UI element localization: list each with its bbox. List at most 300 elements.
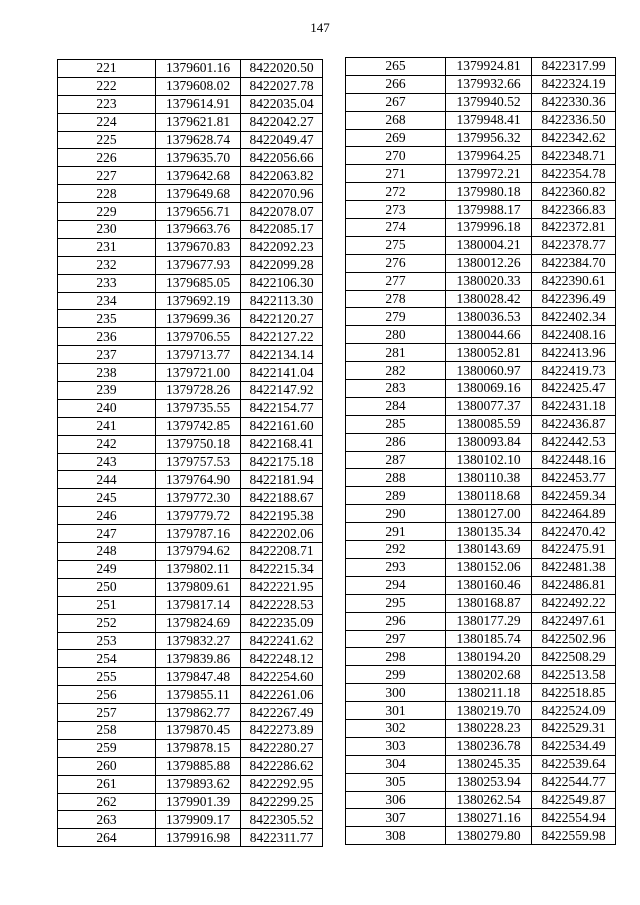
y-coordinate-cell: 8422286.62 [241, 757, 323, 775]
table-row [346, 594, 616, 612]
point-number-cell: 239 [58, 382, 156, 400]
x-coordinate-cell: 1379862.77 [156, 704, 241, 722]
y-coordinate-cell: 8422202.06 [241, 525, 323, 543]
table-row [346, 129, 616, 147]
y-coordinate-cell: 8422254.60 [241, 668, 323, 686]
table-row [58, 793, 323, 811]
x-coordinate-cell: 1379699.36 [156, 310, 241, 328]
y-coordinate-cell: 8422049.47 [241, 131, 323, 149]
x-coordinate-cell: 1379794.62 [156, 543, 241, 561]
table-row [346, 791, 616, 809]
y-coordinate-cell: 8422134.14 [241, 346, 323, 364]
coordinates-table-left [57, 59, 323, 847]
point-number-cell: 248 [58, 543, 156, 561]
table-row [58, 614, 323, 632]
y-coordinate-cell: 8422330.36 [532, 93, 616, 111]
x-coordinate-cell: 1380143.69 [446, 541, 532, 559]
point-number-cell: 231 [58, 238, 156, 256]
table-row [58, 489, 323, 507]
x-coordinate-cell: 1379916.98 [156, 829, 241, 847]
point-number-cell: 244 [58, 471, 156, 489]
table-row [346, 541, 616, 559]
table-row [346, 666, 616, 684]
table-row [58, 811, 323, 829]
point-number-cell: 265 [346, 58, 446, 76]
y-coordinate-cell: 8422425.47 [532, 380, 616, 398]
point-number-cell: 276 [346, 254, 446, 272]
y-coordinate-cell: 8422348.71 [532, 147, 616, 165]
y-coordinate-cell: 8422161.60 [241, 417, 323, 435]
x-coordinate-cell: 1380177.29 [446, 612, 532, 630]
x-coordinate-cell: 1379940.52 [446, 93, 532, 111]
point-number-cell: 223 [58, 95, 156, 113]
y-coordinate-cell: 8422442.53 [532, 433, 616, 451]
y-coordinate-cell: 8422492.22 [532, 594, 616, 612]
table-row [58, 131, 323, 149]
table-row [58, 471, 323, 489]
y-coordinate-cell: 8422195.38 [241, 507, 323, 525]
y-coordinate-cell: 8422092.23 [241, 238, 323, 256]
table-row [58, 757, 323, 775]
x-coordinate-cell: 1379988.17 [446, 201, 532, 219]
table-row [346, 576, 616, 594]
coordinates-table-right [345, 57, 616, 845]
x-coordinate-cell: 1379878.15 [156, 739, 241, 757]
point-number-cell: 224 [58, 113, 156, 131]
point-number-cell: 229 [58, 203, 156, 221]
x-coordinate-cell: 1379956.32 [446, 129, 532, 147]
x-coordinate-cell: 1379832.27 [156, 632, 241, 650]
table-row [346, 93, 616, 111]
point-number-cell: 236 [58, 328, 156, 346]
y-coordinate-cell: 8422035.04 [241, 95, 323, 113]
x-coordinate-cell: 1379721.00 [156, 364, 241, 382]
y-coordinate-cell: 8422292.95 [241, 775, 323, 793]
y-coordinate-cell: 8422360.82 [532, 183, 616, 201]
y-coordinate-cell: 8422228.53 [241, 596, 323, 614]
x-coordinate-cell: 1379750.18 [156, 435, 241, 453]
table-row [58, 507, 323, 525]
point-number-cell: 275 [346, 236, 446, 254]
x-coordinate-cell: 1380069.16 [446, 380, 532, 398]
table-row [346, 684, 616, 702]
x-coordinate-cell: 1379685.05 [156, 274, 241, 292]
table-row [58, 221, 323, 239]
table-row [58, 203, 323, 221]
point-number-cell: 294 [346, 576, 446, 594]
point-number-cell: 271 [346, 165, 446, 183]
table-row [346, 326, 616, 344]
point-number-cell: 243 [58, 453, 156, 471]
x-coordinate-cell: 1380085.59 [446, 415, 532, 433]
table-row [346, 612, 616, 630]
x-coordinate-cell: 1380004.21 [446, 236, 532, 254]
y-coordinate-cell: 8422502.96 [532, 630, 616, 648]
x-coordinate-cell: 1380093.84 [446, 433, 532, 451]
y-coordinate-cell: 8422464.89 [532, 505, 616, 523]
x-coordinate-cell: 1380253.94 [446, 773, 532, 791]
table-row [346, 630, 616, 648]
x-coordinate-cell: 1379885.88 [156, 757, 241, 775]
y-coordinate-cell: 8422181.94 [241, 471, 323, 489]
point-number-cell: 226 [58, 149, 156, 167]
point-number-cell: 259 [58, 739, 156, 757]
y-coordinate-cell: 8422544.77 [532, 773, 616, 791]
x-coordinate-cell: 1379817.14 [156, 596, 241, 614]
table-row [346, 451, 616, 469]
y-coordinate-cell: 8422396.49 [532, 290, 616, 308]
table-row [346, 397, 616, 415]
table-row [58, 113, 323, 131]
table-row [346, 165, 616, 183]
x-coordinate-cell: 1380118.68 [446, 487, 532, 505]
point-number-cell: 252 [58, 614, 156, 632]
table-row [346, 719, 616, 737]
table-row [346, 648, 616, 666]
point-number-cell: 267 [346, 93, 446, 111]
y-coordinate-cell: 8422078.07 [241, 203, 323, 221]
point-number-cell: 228 [58, 185, 156, 203]
point-number-cell: 274 [346, 219, 446, 237]
y-coordinate-cell: 8422497.61 [532, 612, 616, 630]
point-number-cell: 250 [58, 578, 156, 596]
y-coordinate-cell: 8422384.70 [532, 254, 616, 272]
table-row [58, 382, 323, 400]
point-number-cell: 296 [346, 612, 446, 630]
table-row [58, 543, 323, 561]
table-row [346, 219, 616, 237]
point-number-cell: 251 [58, 596, 156, 614]
table-row [346, 380, 616, 398]
y-coordinate-cell: 8422221.95 [241, 578, 323, 596]
point-number-cell: 237 [58, 346, 156, 364]
point-number-cell: 293 [346, 558, 446, 576]
table-row [346, 523, 616, 541]
table-row [346, 201, 616, 219]
table-row [346, 487, 616, 505]
table-row [346, 272, 616, 290]
y-coordinate-cell: 8422208.71 [241, 543, 323, 561]
y-coordinate-cell: 8422554.94 [532, 809, 616, 827]
table-row [346, 75, 616, 93]
point-number-cell: 230 [58, 221, 156, 239]
table-row [58, 829, 323, 847]
table-row [58, 596, 323, 614]
point-number-cell: 257 [58, 704, 156, 722]
point-number-cell: 246 [58, 507, 156, 525]
table-row [346, 558, 616, 576]
table-row [58, 668, 323, 686]
table-row [58, 292, 323, 310]
x-coordinate-cell: 1379656.71 [156, 203, 241, 221]
x-coordinate-cell: 1379735.55 [156, 399, 241, 417]
point-number-cell: 303 [346, 737, 446, 755]
x-coordinate-cell: 1380160.46 [446, 576, 532, 594]
point-number-cell: 249 [58, 560, 156, 578]
table-row [58, 185, 323, 203]
y-coordinate-cell: 8422099.28 [241, 256, 323, 274]
point-number-cell: 297 [346, 630, 446, 648]
x-coordinate-cell: 1380012.26 [446, 254, 532, 272]
point-number-cell: 288 [346, 469, 446, 487]
point-number-cell: 261 [58, 775, 156, 793]
point-number-cell: 225 [58, 131, 156, 149]
x-coordinate-cell: 1379809.61 [156, 578, 241, 596]
x-coordinate-cell: 1379621.81 [156, 113, 241, 131]
point-number-cell: 264 [58, 829, 156, 847]
x-coordinate-cell: 1379635.70 [156, 149, 241, 167]
x-coordinate-cell: 1379757.53 [156, 453, 241, 471]
point-number-cell: 273 [346, 201, 446, 219]
y-coordinate-cell: 8422402.34 [532, 308, 616, 326]
x-coordinate-cell: 1380245.35 [446, 755, 532, 773]
y-coordinate-cell: 8422063.82 [241, 167, 323, 185]
x-coordinate-cell: 1379972.21 [446, 165, 532, 183]
table-row [346, 344, 616, 362]
x-coordinate-cell: 1380110.38 [446, 469, 532, 487]
y-coordinate-cell: 8422106.30 [241, 274, 323, 292]
x-coordinate-cell: 1379787.16 [156, 525, 241, 543]
x-coordinate-cell: 1380020.33 [446, 272, 532, 290]
y-coordinate-cell: 8422390.61 [532, 272, 616, 290]
point-number-cell: 255 [58, 668, 156, 686]
y-coordinate-cell: 8422311.77 [241, 829, 323, 847]
x-coordinate-cell: 1380168.87 [446, 594, 532, 612]
y-coordinate-cell: 8422431.18 [532, 397, 616, 415]
y-coordinate-cell: 8422141.04 [241, 364, 323, 382]
table-row [346, 702, 616, 720]
point-number-cell: 240 [58, 399, 156, 417]
y-coordinate-cell: 8422524.09 [532, 702, 616, 720]
x-coordinate-cell: 1379932.66 [446, 75, 532, 93]
y-coordinate-cell: 8422378.77 [532, 236, 616, 254]
x-coordinate-cell: 1379677.93 [156, 256, 241, 274]
x-coordinate-cell: 1379728.26 [156, 382, 241, 400]
y-coordinate-cell: 8422475.91 [532, 541, 616, 559]
table-row [58, 95, 323, 113]
x-coordinate-cell: 1379980.18 [446, 183, 532, 201]
point-number-cell: 289 [346, 487, 446, 505]
y-coordinate-cell: 8422154.77 [241, 399, 323, 417]
y-coordinate-cell: 8422549.87 [532, 791, 616, 809]
point-number-cell: 256 [58, 686, 156, 704]
x-coordinate-cell: 1379779.72 [156, 507, 241, 525]
point-number-cell: 253 [58, 632, 156, 650]
x-coordinate-cell: 1379824.69 [156, 614, 241, 632]
y-coordinate-cell: 8422085.17 [241, 221, 323, 239]
point-number-cell: 278 [346, 290, 446, 308]
table-row [58, 686, 323, 704]
y-coordinate-cell: 8422470.42 [532, 523, 616, 541]
y-coordinate-cell: 8422459.34 [532, 487, 616, 505]
y-coordinate-cell: 8422413.96 [532, 344, 616, 362]
point-number-cell: 238 [58, 364, 156, 382]
table-row [58, 346, 323, 364]
x-coordinate-cell: 1380102.10 [446, 451, 532, 469]
x-coordinate-cell: 1379839.86 [156, 650, 241, 668]
point-number-cell: 222 [58, 77, 156, 95]
x-coordinate-cell: 1380211.18 [446, 684, 532, 702]
y-coordinate-cell: 8422113.30 [241, 292, 323, 310]
x-coordinate-cell: 1380219.70 [446, 702, 532, 720]
x-coordinate-cell: 1380185.74 [446, 630, 532, 648]
y-coordinate-cell: 8422366.83 [532, 201, 616, 219]
point-number-cell: 302 [346, 719, 446, 737]
y-coordinate-cell: 8422453.77 [532, 469, 616, 487]
y-coordinate-cell: 8422534.49 [532, 737, 616, 755]
point-number-cell: 285 [346, 415, 446, 433]
y-coordinate-cell: 8422354.78 [532, 165, 616, 183]
x-coordinate-cell: 1379870.45 [156, 721, 241, 739]
y-coordinate-cell: 8422248.12 [241, 650, 323, 668]
table-row [58, 274, 323, 292]
point-number-cell: 301 [346, 702, 446, 720]
x-coordinate-cell: 1379764.90 [156, 471, 241, 489]
y-coordinate-cell: 8422056.66 [241, 149, 323, 167]
point-number-cell: 241 [58, 417, 156, 435]
x-coordinate-cell: 1380194.20 [446, 648, 532, 666]
table-row [58, 739, 323, 757]
x-coordinate-cell: 1379608.02 [156, 77, 241, 95]
y-coordinate-cell: 8422305.52 [241, 811, 323, 829]
x-coordinate-cell: 1379855.11 [156, 686, 241, 704]
table-row [346, 147, 616, 165]
y-coordinate-cell: 8422518.85 [532, 684, 616, 702]
y-coordinate-cell: 8422342.62 [532, 129, 616, 147]
point-number-cell: 287 [346, 451, 446, 469]
table-row [346, 254, 616, 272]
table-row [58, 149, 323, 167]
y-coordinate-cell: 8422241.62 [241, 632, 323, 650]
table-row [346, 111, 616, 129]
x-coordinate-cell: 1380271.16 [446, 809, 532, 827]
point-number-cell: 291 [346, 523, 446, 541]
y-coordinate-cell: 8422559.98 [532, 827, 616, 845]
point-number-cell: 268 [346, 111, 446, 129]
y-coordinate-cell: 8422280.27 [241, 739, 323, 757]
table-row [58, 435, 323, 453]
table-row [58, 167, 323, 185]
table-row [58, 238, 323, 256]
y-coordinate-cell: 8422127.22 [241, 328, 323, 346]
y-coordinate-cell: 8422419.73 [532, 362, 616, 380]
point-number-cell: 242 [58, 435, 156, 453]
y-coordinate-cell: 8422147.92 [241, 382, 323, 400]
y-coordinate-cell: 8422513.58 [532, 666, 616, 684]
table-row [58, 453, 323, 471]
y-coordinate-cell: 8422235.09 [241, 614, 323, 632]
x-coordinate-cell: 1380028.42 [446, 290, 532, 308]
point-number-cell: 306 [346, 791, 446, 809]
table-row [346, 362, 616, 380]
point-number-cell: 280 [346, 326, 446, 344]
y-coordinate-cell: 8422299.25 [241, 793, 323, 811]
y-coordinate-cell: 8422481.38 [532, 558, 616, 576]
y-coordinate-cell: 8422372.81 [532, 219, 616, 237]
point-number-cell: 270 [346, 147, 446, 165]
point-number-cell: 263 [58, 811, 156, 829]
y-coordinate-cell: 8422175.18 [241, 453, 323, 471]
table-row [58, 60, 323, 78]
x-coordinate-cell: 1379901.39 [156, 793, 241, 811]
point-number-cell: 300 [346, 684, 446, 702]
point-number-cell: 258 [58, 721, 156, 739]
point-number-cell: 304 [346, 755, 446, 773]
y-coordinate-cell: 8422529.31 [532, 719, 616, 737]
x-coordinate-cell: 1379802.11 [156, 560, 241, 578]
y-coordinate-cell: 8422168.41 [241, 435, 323, 453]
y-coordinate-cell: 8422261.06 [241, 686, 323, 704]
x-coordinate-cell: 1380052.81 [446, 344, 532, 362]
table-row [58, 578, 323, 596]
y-coordinate-cell: 8422273.89 [241, 721, 323, 739]
point-number-cell: 245 [58, 489, 156, 507]
table-row [58, 650, 323, 668]
y-coordinate-cell: 8422120.27 [241, 310, 323, 328]
x-coordinate-cell: 1379663.76 [156, 221, 241, 239]
x-coordinate-cell: 1379649.68 [156, 185, 241, 203]
table-row [346, 827, 616, 845]
table-row [58, 417, 323, 435]
table-row [346, 773, 616, 791]
point-number-cell: 284 [346, 397, 446, 415]
x-coordinate-cell: 1380279.80 [446, 827, 532, 845]
x-coordinate-cell: 1380152.06 [446, 558, 532, 576]
y-coordinate-cell: 8422508.29 [532, 648, 616, 666]
point-number-cell: 290 [346, 505, 446, 523]
table-row [58, 77, 323, 95]
y-coordinate-cell: 8422027.78 [241, 77, 323, 95]
x-coordinate-cell: 1380060.97 [446, 362, 532, 380]
table-row [58, 328, 323, 346]
table-row [346, 433, 616, 451]
x-coordinate-cell: 1380262.54 [446, 791, 532, 809]
x-coordinate-cell: 1379996.18 [446, 219, 532, 237]
point-number-cell: 295 [346, 594, 446, 612]
x-coordinate-cell: 1380202.68 [446, 666, 532, 684]
point-number-cell: 262 [58, 793, 156, 811]
table-row [346, 469, 616, 487]
y-coordinate-cell: 8422070.96 [241, 185, 323, 203]
table-row [346, 755, 616, 773]
point-number-cell: 232 [58, 256, 156, 274]
x-coordinate-cell: 1379924.81 [446, 58, 532, 76]
x-coordinate-cell: 1379847.48 [156, 668, 241, 686]
y-coordinate-cell: 8422215.34 [241, 560, 323, 578]
y-coordinate-cell: 8422448.16 [532, 451, 616, 469]
table-row [346, 505, 616, 523]
x-coordinate-cell: 1380077.37 [446, 397, 532, 415]
y-coordinate-cell: 8422317.99 [532, 58, 616, 76]
table-row [346, 415, 616, 433]
point-number-cell: 277 [346, 272, 446, 290]
point-number-cell: 254 [58, 650, 156, 668]
point-number-cell: 221 [58, 60, 156, 78]
x-coordinate-cell: 1379713.77 [156, 346, 241, 364]
x-coordinate-cell: 1380236.78 [446, 737, 532, 755]
point-number-cell: 234 [58, 292, 156, 310]
table-row [346, 809, 616, 827]
point-number-cell: 308 [346, 827, 446, 845]
table-row [58, 256, 323, 274]
table-row [58, 721, 323, 739]
table-row [346, 183, 616, 201]
x-coordinate-cell: 1380228.23 [446, 719, 532, 737]
point-number-cell: 305 [346, 773, 446, 791]
y-coordinate-cell: 8422486.81 [532, 576, 616, 594]
x-coordinate-cell: 1379614.91 [156, 95, 241, 113]
table-row [346, 236, 616, 254]
